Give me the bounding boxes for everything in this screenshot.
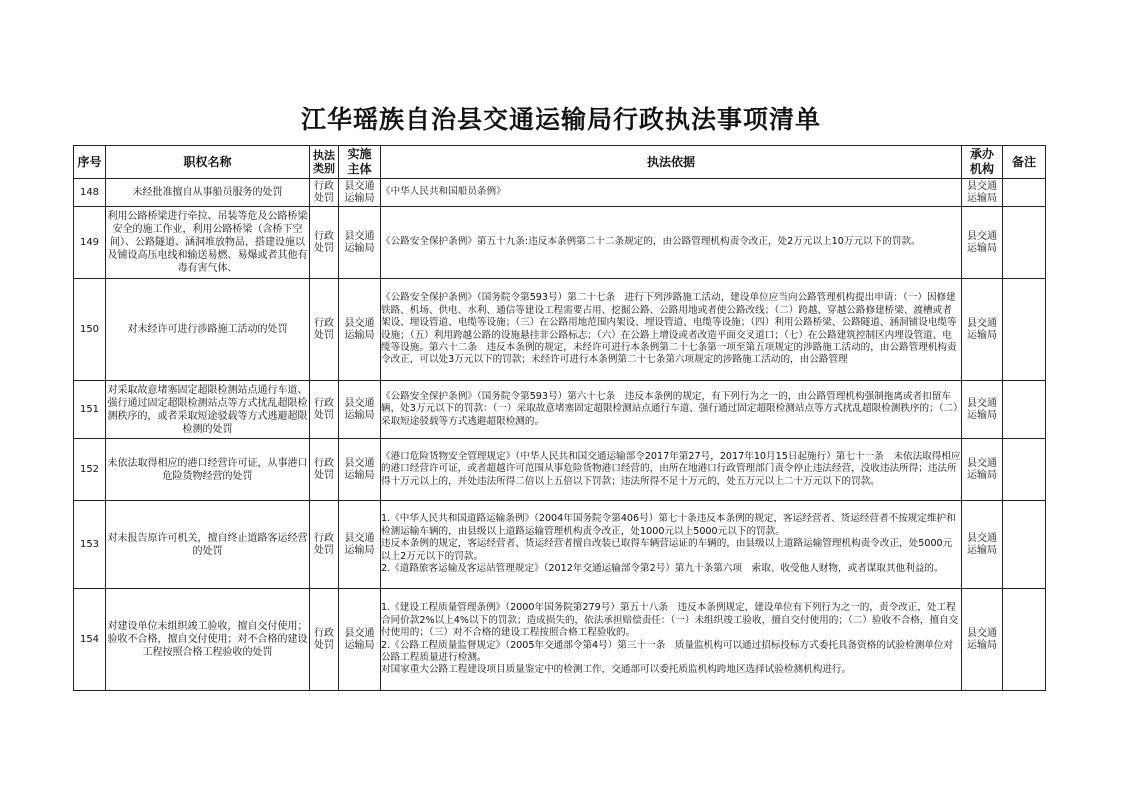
row-seq: 148 xyxy=(74,179,106,207)
enforcement-table xyxy=(73,145,1046,691)
row-basis xyxy=(381,179,962,207)
row-subject: 县交通运输局 xyxy=(339,439,381,501)
row-seq: 154 xyxy=(74,589,106,691)
row-power-name xyxy=(106,279,310,381)
row-subject: 县交通运输局 xyxy=(339,179,381,207)
row-basis xyxy=(381,439,962,501)
row-category: 行政处罚 xyxy=(310,439,339,501)
basis-paragraph: 《中华人民共和国船员条例》 xyxy=(381,186,506,198)
row-seq: 152 xyxy=(74,439,106,501)
row-remark xyxy=(1003,179,1046,207)
row-seq: 150 xyxy=(74,279,106,381)
header-org: 承办机构 xyxy=(962,146,1003,179)
page-title: 江华瑶族自治县交通运输局行政执法事项清单 xyxy=(300,105,821,134)
row-subject: 县交通运输局 xyxy=(339,501,381,589)
row-basis xyxy=(381,501,962,589)
basis-paragraph: 《公路安全保护条例》（国务院令第593号）第六十七条 违反本条例的规定，有下列行为之一的，由公路管理机构强制拖离或者扣留车辆，处3万元以下的罚款：（一）采取故意堵塞固定超限检测站点通行车道、强行通过固定超限检测站点等方式扰乱超限检测秩序的；（二）采取短途驳载等方式逃避超限检测的。 xyxy=(381,390,958,427)
table-row xyxy=(74,589,1046,691)
row-org: 县交通运输局 xyxy=(962,589,1003,691)
basis-paragraph: 违反本条例的规定，客运经营者、货运经营者擅自改装已取得车辆营运证的车辆的，由县级以上道路运输管理机构责令改正，处5000元以上2万元以下的罚款。 xyxy=(381,538,953,562)
table-row xyxy=(74,501,1046,589)
row-basis xyxy=(381,207,962,279)
table-row xyxy=(74,439,1046,501)
row-basis xyxy=(381,279,962,381)
row-power-name-text: 对未报告原许可机关，擅自终止道路客运经营的处罚 xyxy=(107,532,308,557)
header-basis: 执法依据 xyxy=(381,146,962,179)
row-power-name-text: 未依法取得相应的港口经营许可证，从事港口危险货物经营的处罚 xyxy=(107,457,308,482)
basis-paragraph: 对国家重大公路工程建设项目质量鉴定中的检测工作，交通部可以委托质监机构跨地区选择试验检测机构进行。 xyxy=(381,664,852,676)
row-remark xyxy=(1003,501,1046,589)
row-remark xyxy=(1003,381,1046,439)
row-remark xyxy=(1003,439,1046,501)
row-seq: 153 xyxy=(74,501,106,589)
row-power-name-text: 未经批准擅自从事船员服务的处罚 xyxy=(132,187,283,198)
row-org: 县交通运输局 xyxy=(962,381,1003,439)
row-seq: 151 xyxy=(74,381,106,439)
row-category: 行政处罚 xyxy=(310,179,339,207)
row-subject: 县交通运输局 xyxy=(339,279,381,381)
row-power-name xyxy=(106,501,310,589)
row-category: 行政处罚 xyxy=(310,381,339,439)
basis-paragraph: 1.《建设工程质量管理条例》（2000年国务院第279号）第五十八条 违反本条例规定，建设单位有下列行为之一的，责令改正，处工程合同价款2%以上4%以下的罚款；造成损失的，依法承担赔偿责任：（一）未组织竣工验收，擅自交付使用的；（二）验收不合格，擅自交付使用的；（三）对不合格的建设工程按照合格工程验收的。 xyxy=(381,602,959,639)
row-remark xyxy=(1003,279,1046,381)
row-power-name-text: 对建设单位未组织竣工验收，擅自交付使用；验收不合格，擅自交付使用；对不合格的建设工程按照合格工程验收的处罚 xyxy=(107,621,308,658)
row-org: 县交通运输局 xyxy=(962,501,1003,589)
table-row xyxy=(74,179,1046,207)
header-subject: 实施主体 xyxy=(339,146,381,179)
row-category: 行政处罚 xyxy=(310,501,339,589)
header-name: 职权名称 xyxy=(106,146,310,179)
row-org: 县交通运输局 xyxy=(962,207,1003,279)
row-power-name xyxy=(106,439,310,501)
row-power-name xyxy=(106,589,310,691)
table-row xyxy=(74,279,1046,381)
row-subject: 县交通运输局 xyxy=(339,589,381,691)
basis-paragraph: 《公路安全保护条例》（国务院令第593号）第二十七条 进行下列涉路施工活动，建设单位应当向公路管理机构提出申请：（一）因修建铁路、机场、供电、水利、通信等建设工程需要占用、挖掘公路、公路用地或者使公路改线；（二）跨越、穿越公路修建桥梁、渡槽或者架设、埋设管道、电缆等设施；（三）在公路用地范围内架设、埋设管道、电缆等设施；（四）利用公路桥梁、公路隧道、涵洞铺设电缆等设施；（五）利用跨越公路的设施悬挂非公路标志；（六）在公路上增设或者改造平面交叉道口；（七）在公路建筑控制区内埋设管道、电缆等设施。第六十二条 违反本条例的规定，未经许可进行本条例第二十七条第一项至第五项规定的涉路施工活动的，由公路管理机构责令改正，可以处3万元以下的罚款；未经许可进行本条例第二十七条第六项规定的涉路施工活动的，由公路管理 xyxy=(381,292,957,366)
row-subject: 县交通运输局 xyxy=(339,207,381,279)
row-basis xyxy=(381,381,962,439)
row-seq: 149 xyxy=(74,207,106,279)
header-seq: 序号 xyxy=(74,146,106,179)
row-org: 县交通运输局 xyxy=(962,439,1003,501)
row-power-name xyxy=(106,207,310,279)
row-basis xyxy=(381,589,962,691)
row-power-name-text: 对采取故意堵塞固定超限检测站点通行车道、强行通过固定超限检测站点等方式扰乱超限检测秩序的，或者采取短途驳载等方式逃避超限检测的处罚 xyxy=(107,384,308,435)
row-power-name xyxy=(106,179,310,207)
row-power-name-text: 利用公路桥梁进行牵拉、吊装等危及公路桥梁安全的施工作业，利用公路桥梁（含桥下空间）、公路隧道、涵洞堆放物品，搭建设施以及铺设高压电线和输送易燃、易爆或者其他有毒有害气体、 xyxy=(107,211,308,274)
row-remark xyxy=(1003,589,1046,691)
row-subject: 县交通运输局 xyxy=(339,381,381,439)
row-category: 行政处罚 xyxy=(310,279,339,381)
row-org: 县交通运输局 xyxy=(962,179,1003,207)
basis-paragraph: 2.《道路旅客运输及客运站管理规定》（2012年交通运输部令第2号）第九十条第六项 索取、收受他人财物，或者谋取其他利益的。 xyxy=(381,563,944,575)
table-row xyxy=(74,207,1046,279)
basis-paragraph: 1.《中华人民共和国道路运输条例》（2004年国务院令第406号）第七十条违反本条例的规定，客运经营者、货运经营者不按规定维护和检测运输车辆的，由县级以上道路运输管理机构责令改正，处1000元以上5000元以下的罚款。 xyxy=(381,513,956,537)
row-power-name-text: 对未经许可进行涉路施工活动的处罚 xyxy=(127,324,288,335)
row-category: 行政处罚 xyxy=(310,207,339,279)
basis-paragraph: 2.《公路工程质量监督规定》（2005年交通部令第4号）第三十一条 质量监机构可以通过招标投标方式委托具备资格的试验检测单位对公路工程质量进行检测。 xyxy=(381,639,954,663)
table-row xyxy=(74,381,1046,439)
row-remark xyxy=(1003,207,1046,279)
row-org: 县交通运输局 xyxy=(962,279,1003,381)
header-category: 执法类别 xyxy=(310,146,339,179)
row-power-name xyxy=(106,381,310,439)
header-row xyxy=(74,146,1046,179)
header-remark: 备注 xyxy=(1003,146,1046,179)
basis-paragraph: 《公路安全保护条例》第五十九条:违反本条例第二十二条规定的，由公路管理机构责令改正，处2万元以上10万元以下的罚款。 xyxy=(381,236,921,248)
basis-paragraph: 《港口危险货物安全管理规定》（中华人民共和国交通运输部令2017年第27号，2017年10月15日起施行）第七十一条 未依法取得相应的港口经营许可证，或者超越许可范围从事危险货物港口经营的，由所在地港口行政管理部门责令停止违法经营，没收违法所得；违法所得十万元以上的，并处违法所得二倍以上五倍以下罚款；违法所得不足十万元的，处五万元以上二十万元以下的罚款。 xyxy=(381,450,961,487)
row-category: 行政处罚 xyxy=(310,589,339,691)
